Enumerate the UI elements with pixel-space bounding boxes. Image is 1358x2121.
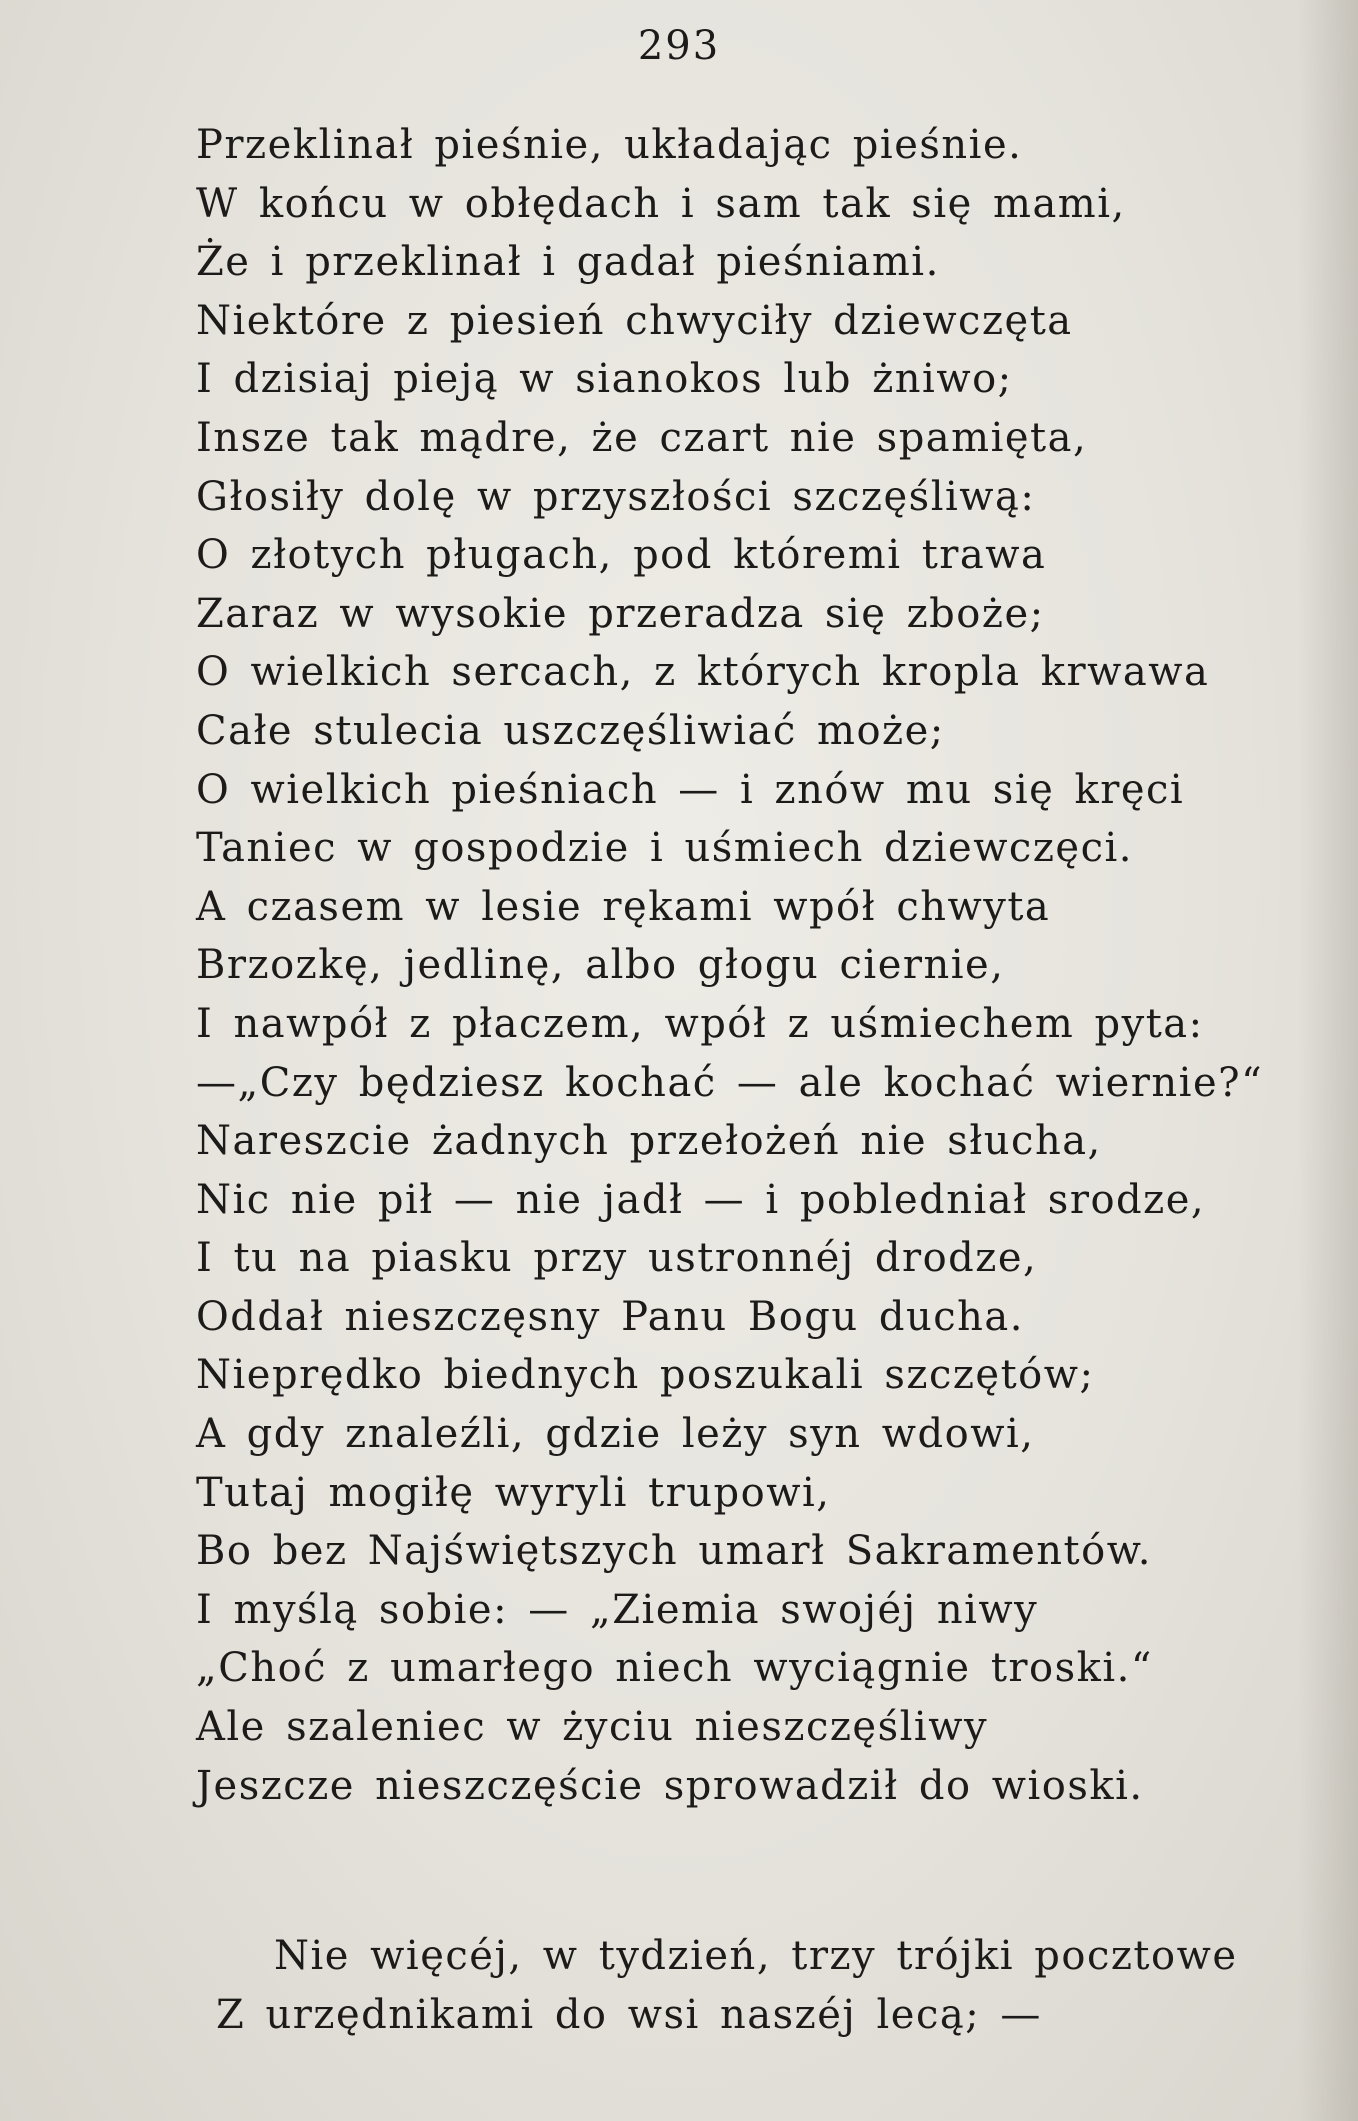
poem-line: Nieprędko biednych poszukali szczętów; (196, 1352, 1095, 1399)
poem-line: Nareszcie żadnych przełożeń nie słucha, (196, 1118, 1102, 1165)
poem-line: Że i przeklinał i gadał pieśniami. (196, 239, 940, 286)
poem-line: Całe stulecia uszczęśliwiać może; (196, 707, 945, 754)
poem-line: Głosiły dolę w przyszłości szczęśliwą: (196, 473, 1036, 520)
poem-line: I tu na piasku przy ustronnéj drodze, (196, 1235, 1038, 1282)
poem-line: Tutaj mogiłę wyryli trupowi, (196, 1469, 831, 1516)
poem-line: O wielkich sercach, z których kropla krwawa (196, 649, 1210, 696)
poem-line: Insze tak mądre, że czart nie spamięta, (196, 414, 1088, 461)
poem-line: Z urzędnikami do wsi naszéj lecą; — (216, 1991, 1042, 2038)
poem-line: A gdy znaleźli, gdzie leży syn wdowi, (196, 1411, 1035, 1458)
poem-stanza-1 (196, 116, 1263, 1815)
poem-line: —„Czy będziesz kochać — ale kochać wiernie?“ (196, 1059, 1264, 1106)
poem-line: Bo bez Najświętszych umarł Sakramentów. (196, 1528, 1152, 1575)
poem-line: O wielkich pieśniach — i znów mu się kręci (196, 766, 1185, 813)
poem-line: I myślą sobie: — „Ziemia swojéj niwy (196, 1586, 1039, 1633)
poem-stanza-2 (216, 1927, 1238, 2044)
poem-line: Niektóre z piesień chwyciły dziewczęta (196, 297, 1073, 344)
poem-line: Nic nie pił — nie jadł — i pobledniał srodze, (196, 1176, 1206, 1223)
poem-line: A czasem w lesie rękami wpół chwyta (196, 883, 1051, 930)
poem-line: Taniec w gospodzie i uśmiech dziewczęci. (196, 825, 1133, 872)
poem-line: I nawpół z płaczem, wpół z uśmiechem pyta: (196, 1000, 1204, 1047)
poem-line: Ale szaleniec w życiu nieszczęśliwy (196, 1704, 989, 1751)
poem-line: I dzisiaj pieją w sianokos lub żniwo; (196, 356, 1013, 403)
poem-line: Przeklinał pieśnie, układając pieśnie. (196, 122, 1023, 168)
poem-line: W końcu w obłędach i sam tak się mami, (196, 180, 1126, 227)
page-number: 293 (637, 23, 721, 69)
poem-line: „Choć z umarłego niech wyciągnie troski.“ (196, 1645, 1153, 1692)
poem-line: O złotych pługach, pod któremi trawa (196, 532, 1047, 579)
poem-line: Oddał nieszczęsny Panu Bogu ducha. (196, 1293, 1024, 1340)
poem-line: Brzozkę, jedlinę, albo głogu ciernie, (196, 942, 1005, 989)
poem-line: Jeszcze nieszczęście sprowadził do wioski. (196, 1762, 1144, 1809)
poem-line: Zaraz w wysokie przeradza się zboże; (196, 590, 1045, 637)
poem-line: Nie więcéj, w tydzień, trzy trójki pocztowe (274, 1933, 1238, 1979)
page-gutter-shadow (1298, 0, 1358, 2121)
